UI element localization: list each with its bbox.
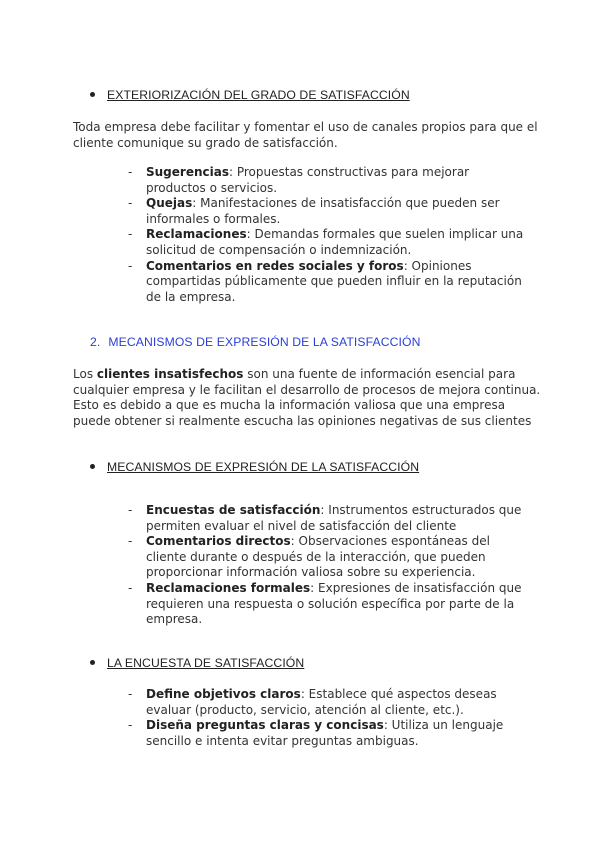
list-item-text: : Propuestas constructivas para mejorar productos o servicios.: [146, 165, 470, 195]
list-exteriorizacion: [128, 165, 528, 305]
list-item-term: Reclamaciones: [146, 227, 247, 242]
list-item: [128, 259, 528, 306]
heading-text: EXTERIORIZACIÓN DEL GRADO DE SATISFACCIÓN: [107, 88, 410, 102]
numbered-heading-mecanismos: [90, 335, 421, 349]
paragraph-exteriorizacion: Toda empresa debe facilitar y fomentar el uso de canales propios para que el cliente comunique su grado de satisfacción.: [73, 120, 538, 150]
list-item-term: Quejas: [146, 196, 193, 211]
paragraph-prefix: Los: [73, 367, 97, 381]
list-item-term: Define objetivos claros: [146, 687, 301, 701]
list-item-text: : Instrumentos estructurados que permiten evaluar el nivel de satisfacción del cliente: [146, 503, 522, 533]
list-item-term: Comentarios en redes sociales y foros: [146, 258, 404, 273]
list-item-text: : Utiliza un lenguaje sencillo e intenta evitar preguntas ambiguas.: [146, 718, 504, 748]
bullet-dot-icon: [90, 464, 95, 469]
list-item-term: Sugerencias: [146, 165, 229, 179]
list-item: [128, 165, 528, 196]
heading-text: LA ENCUESTA DE SATISFACCIÓN: [107, 656, 305, 670]
bullet-dot-icon: [90, 660, 95, 665]
paragraph-clientes-insatisfechos: [73, 367, 543, 429]
list-item-term: Reclamaciones formales: [146, 580, 311, 595]
heading-text: MECANISMOS DE EXPRESIÓN DE LA SATISFACCIÓN: [107, 460, 420, 474]
list-item-term: Encuestas de satisfacción: [146, 503, 321, 517]
list-mecanismos: [128, 503, 528, 628]
list-item-text: : Manifestaciones de insatisfacción que pueden ser informales o formales.: [146, 196, 500, 226]
list-item: [128, 534, 528, 581]
section-heading-mecanismos: [90, 460, 419, 474]
list-item: [128, 503, 528, 534]
list-item-text: : Opiniones compartidas públicamente que pueden influir en la reputación de la empresa.: [146, 258, 522, 304]
paragraph-suffix: son una fuente de información esencial para cualquier empresa y le facilitan el desarrollo de procesos de mejora continua. Esto es debido a que es mucha la información valiosa que una empresa puede obtener si realmente escucha las opiniones negativas de sus clientes: [73, 367, 541, 428]
list-item-text: : Observaciones espontáneas del cliente durante o después de la interacción, que pueden proporcionar información valiosa sobre su experiencia.: [146, 534, 490, 580]
list-item-text: : Demandas formales que suelen implicar una solicitud de compensación o indemnización.: [146, 227, 524, 257]
list-item: [128, 227, 528, 258]
list-item-text: : Expresiones de insatisfacción que requieren una respuesta o solución específica por parte de la empresa.: [146, 580, 522, 627]
paragraph-bold-term: clientes insatisfechos: [96, 367, 244, 381]
heading-number: 2.: [90, 335, 101, 349]
list-item: [128, 718, 528, 749]
list-encuesta: [128, 687, 528, 749]
list-item: [128, 687, 528, 718]
list-item-term: Diseña preguntas claras y concisas: [146, 718, 384, 733]
section-heading-exteriorizacion: [90, 88, 410, 102]
heading-text: MECANISMOS DE EXPRESIÓN DE LA SATISFACCIÓN: [108, 335, 421, 349]
list-item-text: : Establece qué aspectos deseas evaluar (producto, servicio, atención al cliente, etc.).: [146, 687, 497, 717]
bullet-dot-icon: [90, 92, 95, 97]
list-item-term: Comentarios directos: [146, 534, 291, 549]
list-item: [128, 581, 528, 628]
list-item: [128, 196, 528, 227]
section-heading-encuesta: [90, 656, 304, 670]
